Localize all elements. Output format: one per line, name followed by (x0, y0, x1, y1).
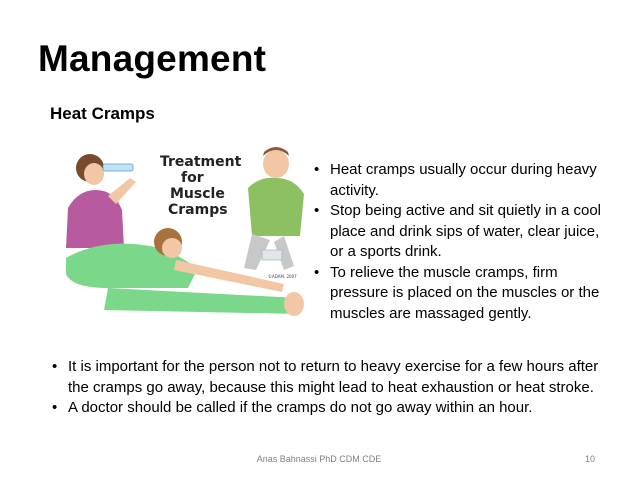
caption-line: Muscle (170, 186, 225, 202)
treatment-caption (160, 154, 242, 218)
slide-subtitle: Heat Cramps (50, 104, 155, 123)
slide-title: Management (38, 38, 267, 79)
bullet-item: • Heat cramps usually occur during heavy activity. (312, 160, 602, 201)
bullet-item: • Stop being active and sit quietly in a cool place and drink sips of water, clear juice, or a sports drink. (312, 201, 602, 263)
caption-line: for (181, 170, 204, 186)
footer-author: Anas Bahnassi PhD CDM CDE (256, 454, 382, 464)
seated-man-figure (244, 147, 304, 279)
bottom-bullet-list (50, 357, 610, 419)
page-number: 10 (585, 454, 596, 464)
bullet-item: • It is important for the person not to return to heavy exercise for a few hours after the cramps go away, because this might lead to heat exhaustion or heat stroke. (50, 357, 610, 398)
caption-line: Treatment (160, 154, 242, 170)
bullet-item: • To relieve the muscle cramps, firm pressure is placed on the muscles or the muscles are massaged gently. (312, 263, 602, 325)
drinking-woman-figure (66, 154, 136, 248)
right-bullet-list (312, 160, 602, 324)
illustration-copyright: ©ADAM, 2007 (268, 274, 297, 279)
bullet-item: • A doctor should be called if the cramps do not go away within an hour. (50, 398, 610, 419)
muscle-cramp-illustration (48, 138, 308, 348)
caption-line: Cramps (168, 202, 228, 218)
